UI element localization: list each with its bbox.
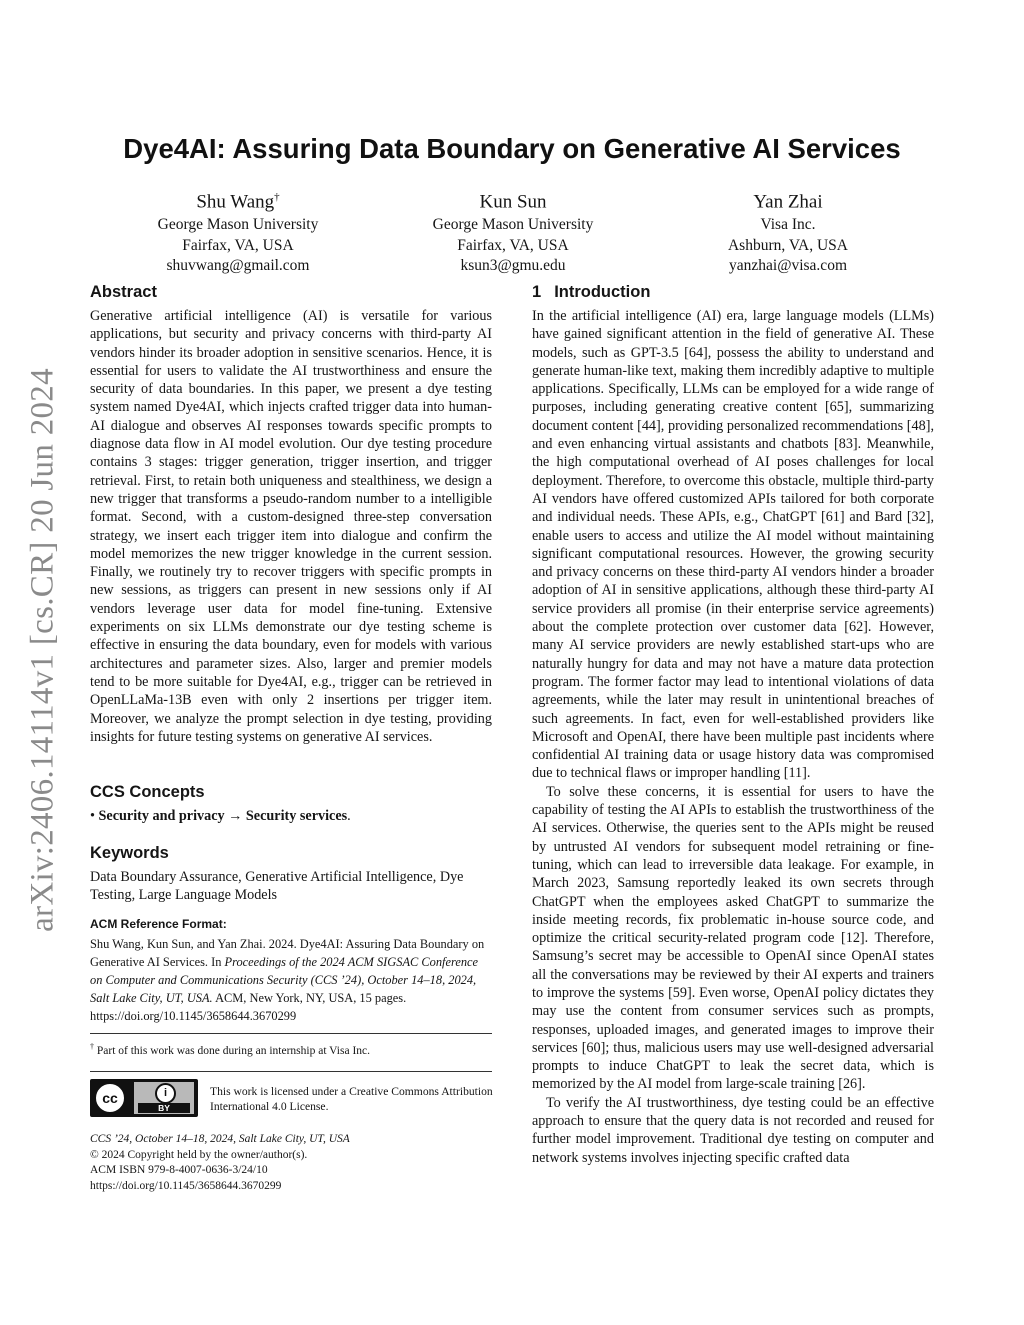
ccs-section xyxy=(90,781,492,825)
author-name: Kun Sun xyxy=(479,191,547,213)
author-location: Fairfax, VA, USA xyxy=(457,236,569,254)
author-affiliation: George Mason University xyxy=(157,216,319,234)
by-label: BY xyxy=(138,1103,190,1113)
ccs-concept: Security and privacy xyxy=(98,808,225,824)
keywords-text: Data Boundary Assurance, Generative Artificial Intelligence, Dye Testing, Large Language Models xyxy=(90,869,464,904)
acm-reference-heading: ACM Reference Format: xyxy=(90,917,227,931)
abstract-heading: Abstract xyxy=(90,283,157,301)
abstract-text: Generative artificial intelligence (AI) is versatile for various applications, but security and privacy concerns with third-party AI vendors hinder its broader adoption in sensitive scenarios. Hence, it is essential for users to validate the AI trustworthiness and ensure the security of data boundaries. In this paper, we present a dye testing system named Dye4AI, which injects crafted trigger data into human-AI dialogue and observes AI responses towards specific prompts to diagnose data flow in AI model evolution. Our dye testing procedure contains 3 stages: trigger generation, trigger insertion, and trigger retrieval. First, to retain both uniqueness and stealthiness, we design a new trigger that transforms a pseudo-random number to a intelligible format. Second, with a custom-designed three-step conversation strategy, we insert each trigger item into dialogue and confirm the model memorizes the new trigger knowledge in the current session. Finally, we routinely try to recover triggers with specific prompts in new sessions, as triggers can present in new sessions only if AI vendors leverage user data for model fine-tuning. Extensive experiments on six LLMs demonstrate our dye testing scheme is effective in ensuring the data boundary, even for models with various architectures and parameter sizes. Also, larger and premier models tend to be more suitable for Dye4AI, e.g., trigger can be retrieved in OpenLLaMa-13B even with only 2 insertions per trigger item. Moreover, we analyze the prompt selection in dye testing, providing insights for future testing systems on generative AI services. xyxy=(90,308,492,745)
keywords-heading: Keywords xyxy=(90,844,169,862)
license-text: This work is licensed under a Creative Commons Attribution International 4.0 License. xyxy=(210,1085,493,1113)
section-number: 1 xyxy=(532,283,542,301)
author-block xyxy=(658,184,918,277)
attribution-person-icon: i xyxy=(155,1083,176,1104)
cc-by-badge[interactable] xyxy=(90,1079,198,1117)
author-block xyxy=(108,184,368,277)
author-affiliation: Visa Inc. xyxy=(760,216,816,234)
author-name: Yan Zhai xyxy=(753,191,823,213)
author-footnote-mark: † xyxy=(274,191,280,203)
footnote-text: Part of this work was done during an internship at Visa Inc. xyxy=(96,1044,371,1057)
license-rule xyxy=(90,1071,492,1072)
ccs-bullet: • xyxy=(90,808,95,824)
author-block xyxy=(383,184,643,277)
author-email: shuvwang@gmail.com xyxy=(166,257,310,275)
abstract-section xyxy=(90,281,492,746)
doi-line: https://doi.org/10.1145/3658644.3670299 xyxy=(90,1179,282,1192)
section-heading xyxy=(532,281,934,303)
footnote-mark: † xyxy=(90,1042,94,1051)
author-email: yanzhai@visa.com xyxy=(729,257,847,275)
conference-line: CCS ’24, October 14–18, 2024, Salt Lake City, UT, USA xyxy=(90,1133,350,1145)
ccs-subconcept: Security services xyxy=(245,808,348,824)
author-name: Shu Wang xyxy=(196,191,275,213)
section-title: Introduction xyxy=(554,283,651,301)
author-location: Fairfax, VA, USA xyxy=(182,236,294,254)
acm-reference-authors: Shu Wang, Kun Sun, and Yan Zhai. 2024. Dye4AI: Assuring Data Boundary on Generative AI Services. In xyxy=(90,937,485,969)
copyright-line: © 2024 Copyright held by the owner/author(s). xyxy=(90,1148,308,1161)
footnote-rule xyxy=(90,1033,492,1034)
conference-info xyxy=(90,1132,492,1194)
left-column xyxy=(90,281,492,1201)
footnote xyxy=(90,1039,492,1059)
isbn-line: ACM ISBN 979-8-4007-0636-3/24/10 xyxy=(90,1164,268,1176)
acm-reference-tail: ACM, New York, NY, USA, 15 pages. https://doi.org/10.1145/3658644.3670299 xyxy=(90,991,407,1023)
author-location: Ashburn, VA, USA xyxy=(727,236,848,254)
ccs-arrow: → xyxy=(228,808,243,824)
intro-paragraph-3: To verify the AI trustworthiness, dye testing could be an effective approach to ensure that the query data is not recorded and reused for further model improvement. Traditional dye testing on computer and network systems involves injecting specific crafted data xyxy=(532,1094,934,1166)
author-affiliation: George Mason University xyxy=(432,216,594,234)
ccs-period: . xyxy=(347,808,351,824)
intro-paragraph-1: In the artificial intelligence (AI) era, large language models (LLMs) have gained significant attention in the field of generative AI. These models, such as GPT-3.5 [64], possess the ability to understand and generate human-like text, making them incredibly adaptive to multiple applications. Specifically, LLMs can be employed for a wide range of purposes, including generating creative content [65], summarizing document content [44], providing personalized recommendations [48], and even enhancing virtual assistants and chatbots [83]. Meanwhile, the high computational overhead of AI poses challenges for local deployment. Therefore, to overcome this obstacle, multiple third-party AI vendors have offered customized APIs tailored for both corporate and individual needs. These APIs, e.g., ChatGPT [61] and Bard [32], enable users to access and utilize the AI model without maintaining significant computational resources. However, the growing security and privacy concerns on these third-party AI vendors hinder a broader adoption of AI in sensitive applications, although these third-party AI service providers all promise (in their enterprise service agreements) about the complete protection over customer data [62]. However, many AI service providers are newly established start-ups who are naturally hungry for data and may not have a mature data protection program. The former factor may lead to intentional violations of data agreements, while the later may result in unintentional breaches of such agreements. In fact, even for well-established providers like Microsoft and OpenAI, there have been multiple past incidents where confidential AI training data or usage history data was compromised due to technical flaws or improper handling [11]. xyxy=(532,308,934,782)
intro-paragraph-2: To solve these concerns, it is essential for users to have the capability of testing the AI APIs to establish the trustworthiness of the AI services. Otherwise, the queries sent to the APIs might be reused by untrusted AI vendors for subsequent model retraining or fine-tuning, which can lead to irreversible data leakage. For example, in March 2023, Samsung reportedly leaked its own secrets through ChatGPT when the employees asked ChatGPT to summarize the inside meeting records, fix problematic in-house source code, and optimize the critical security-related program code [12]. Therefore, Samsung’s secret may be accessible to OpenAI since OpenAI states all the conversations may be reviewed by their AI experts and trainers to improve the systems [59]. Even worse, OpenAI policy dictates they may use the content from consumer services such as prompts, responses, uploaded images, and generated images to improve their services [60]; thus, malicious users may use well-designed adversarial prompts to induce ChatGPT to leak the secret data, which is memorized by the AI model from large-scale training [26]. xyxy=(532,783,934,1093)
author-email: ksun3@gmu.edu xyxy=(460,257,566,275)
acm-reference-venue: Proceedings of the 2024 ACM SIGSAC Conference on Computer and Communications Security (CCS ’24), October 14–18, 2024, Salt Lake City, UT, USA. xyxy=(90,955,479,1005)
license-block xyxy=(90,1079,492,1119)
right-column xyxy=(532,281,934,1167)
paper-title: Dye4AI: Assuring Data Boundary on Generative AI Services xyxy=(123,133,901,164)
cc-logo-icon: cc xyxy=(94,1082,126,1114)
acm-reference xyxy=(90,915,492,1025)
keywords-section xyxy=(90,842,492,905)
ccs-heading: CCS Concepts xyxy=(90,783,205,801)
